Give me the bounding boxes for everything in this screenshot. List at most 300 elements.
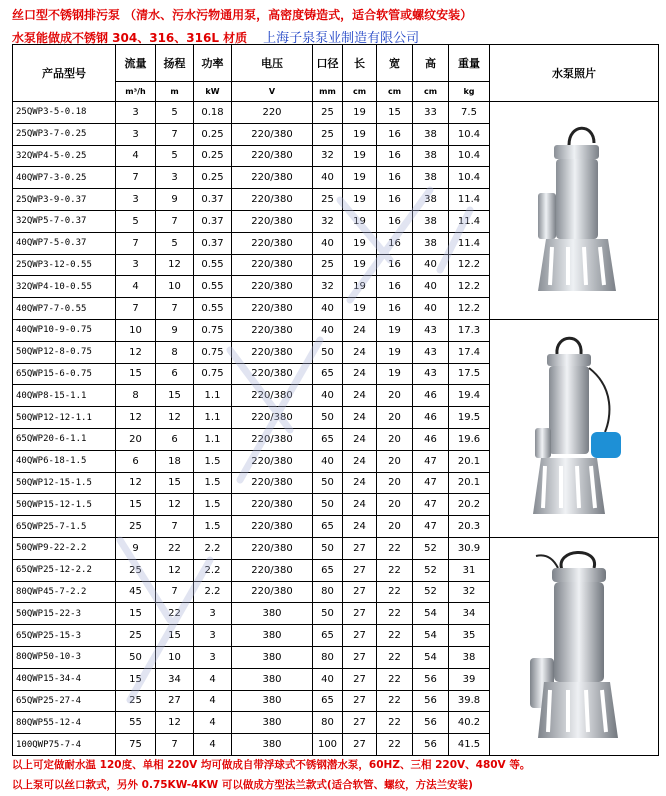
col-height: 高 — [413, 45, 449, 82]
cell-height: 47 — [413, 472, 449, 494]
cell-length: 27 — [343, 668, 377, 690]
cell-flow: 25 — [116, 516, 156, 538]
cell-width: 22 — [377, 712, 413, 734]
cell-weight: 34 — [449, 603, 490, 625]
cell-length: 27 — [343, 712, 377, 734]
cell-width: 16 — [377, 189, 413, 211]
cell-weight: 11.4 — [449, 189, 490, 211]
cell-flow: 15 — [116, 668, 156, 690]
cell-flow: 50 — [116, 646, 156, 668]
cell-voltage: 220/380 — [232, 363, 313, 385]
cell-width: 22 — [377, 668, 413, 690]
cell-height: 54 — [413, 646, 449, 668]
cell-caliber: 25 — [313, 254, 343, 276]
cell-length: 24 — [343, 319, 377, 341]
cell-head: 12 — [156, 254, 194, 276]
cell-head: 22 — [156, 603, 194, 625]
cell-voltage: 220/380 — [232, 450, 313, 472]
cell-voltage: 220/380 — [232, 559, 313, 581]
cell-caliber: 40 — [313, 385, 343, 407]
cell-flow: 8 — [116, 385, 156, 407]
cell-model: 65QWP25-7-1.5 — [13, 516, 116, 538]
cell-head: 7 — [156, 298, 194, 320]
pump-photo-cell — [490, 102, 659, 320]
cell-flow: 20 — [116, 428, 156, 450]
unit-width: cm — [377, 82, 413, 102]
cell-width: 22 — [377, 646, 413, 668]
cell-length: 19 — [343, 123, 377, 145]
cell-power: 0.25 — [194, 123, 232, 145]
cell-head: 12 — [156, 494, 194, 516]
cell-width: 16 — [377, 298, 413, 320]
col-length: 长 — [343, 45, 377, 82]
cell-height: 56 — [413, 734, 449, 756]
cell-power: 0.18 — [194, 102, 232, 124]
unit-height: cm — [413, 82, 449, 102]
cell-head: 6 — [156, 428, 194, 450]
cell-weight: 10.4 — [449, 123, 490, 145]
cell-height: 38 — [413, 210, 449, 232]
cell-length: 19 — [343, 298, 377, 320]
cell-voltage: 220/380 — [232, 123, 313, 145]
cell-height: 38 — [413, 145, 449, 167]
cell-head: 18 — [156, 450, 194, 472]
cell-head: 27 — [156, 690, 194, 712]
cell-width: 20 — [377, 385, 413, 407]
table-row — [13, 537, 659, 559]
cell-height: 43 — [413, 319, 449, 341]
col-flow: 流量 — [116, 45, 156, 82]
cell-caliber: 50 — [313, 494, 343, 516]
cell-width: 16 — [377, 254, 413, 276]
cell-length: 19 — [343, 145, 377, 167]
cell-head: 3 — [156, 167, 194, 189]
cell-voltage: 380 — [232, 712, 313, 734]
cell-power: 4 — [194, 712, 232, 734]
cell-power: 0.55 — [194, 298, 232, 320]
cell-length: 24 — [343, 407, 377, 429]
cell-power: 0.37 — [194, 232, 232, 254]
cell-height: 40 — [413, 254, 449, 276]
cell-height: 52 — [413, 559, 449, 581]
cell-height: 56 — [413, 668, 449, 690]
cell-model: 50QWP9-22-2.2 — [13, 537, 116, 559]
cell-weight: 19.4 — [449, 385, 490, 407]
cell-width: 16 — [377, 276, 413, 298]
unit-weight: kg — [449, 82, 490, 102]
cell-width: 20 — [377, 516, 413, 538]
cell-head: 10 — [156, 276, 194, 298]
cell-flow: 15 — [116, 603, 156, 625]
cell-power: 0.75 — [194, 341, 232, 363]
cell-caliber: 65 — [313, 516, 343, 538]
cell-voltage: 220/380 — [232, 189, 313, 211]
cell-weight: 19.5 — [449, 407, 490, 429]
cell-voltage: 220/380 — [232, 581, 313, 603]
cell-caliber: 32 — [313, 210, 343, 232]
cell-voltage: 220/380 — [232, 341, 313, 363]
cell-weight: 17.4 — [449, 341, 490, 363]
cell-length: 24 — [343, 385, 377, 407]
cell-voltage: 220/380 — [232, 385, 313, 407]
cell-width: 16 — [377, 123, 413, 145]
cell-length: 24 — [343, 428, 377, 450]
cell-voltage: 220/380 — [232, 428, 313, 450]
cell-model: 40QWP7-7-0.55 — [13, 298, 116, 320]
unit-voltage: V — [232, 82, 313, 102]
cell-height: 38 — [413, 232, 449, 254]
cell-weight: 31 — [449, 559, 490, 581]
cell-height: 54 — [413, 603, 449, 625]
cell-model: 25QWP3-7-0.25 — [13, 123, 116, 145]
cell-height: 47 — [413, 494, 449, 516]
cell-model: 32QWP4-10-0.55 — [13, 276, 116, 298]
unit-length: cm — [343, 82, 377, 102]
cell-caliber: 40 — [313, 167, 343, 189]
cell-caliber: 25 — [313, 189, 343, 211]
cell-power: 0.75 — [194, 319, 232, 341]
cell-length: 27 — [343, 559, 377, 581]
cell-model: 65QWP15-6-0.75 — [13, 363, 116, 385]
cell-height: 40 — [413, 276, 449, 298]
cell-width: 19 — [377, 363, 413, 385]
cell-weight: 12.2 — [449, 298, 490, 320]
large-steel-pump-icon — [514, 546, 634, 746]
cell-voltage: 220/380 — [232, 407, 313, 429]
cell-weight: 35 — [449, 625, 490, 647]
cell-caliber: 40 — [313, 319, 343, 341]
cell-flow: 75 — [116, 734, 156, 756]
col-model: 产品型号 — [13, 45, 116, 102]
cell-width: 16 — [377, 145, 413, 167]
cell-caliber: 50 — [313, 472, 343, 494]
cell-head: 22 — [156, 537, 194, 559]
cell-power: 1.1 — [194, 407, 232, 429]
cell-model: 25QWP3-12-0.55 — [13, 254, 116, 276]
cell-caliber: 65 — [313, 625, 343, 647]
cell-flow: 10 — [116, 319, 156, 341]
cell-caliber: 25 — [313, 102, 343, 124]
cell-weight: 20.1 — [449, 472, 490, 494]
cell-model: 65QWP20-6-1.1 — [13, 428, 116, 450]
cell-voltage: 220/380 — [232, 537, 313, 559]
cell-caliber: 40 — [313, 450, 343, 472]
cell-height: 38 — [413, 123, 449, 145]
cell-length: 24 — [343, 450, 377, 472]
cell-flow: 12 — [116, 407, 156, 429]
cell-height: 56 — [413, 690, 449, 712]
unit-caliber: mm — [313, 82, 343, 102]
cell-width: 19 — [377, 319, 413, 341]
cell-model: 40QWP7-5-0.37 — [13, 232, 116, 254]
cell-height: 43 — [413, 341, 449, 363]
cell-height: 56 — [413, 712, 449, 734]
cell-caliber: 32 — [313, 145, 343, 167]
cell-length: 27 — [343, 581, 377, 603]
cell-width: 22 — [377, 559, 413, 581]
cell-model: 25QWP3-9-0.37 — [13, 189, 116, 211]
cell-width: 22 — [377, 734, 413, 756]
cell-head: 15 — [156, 625, 194, 647]
cell-length: 27 — [343, 537, 377, 559]
cell-weight: 19.6 — [449, 428, 490, 450]
cell-power: 0.37 — [194, 210, 232, 232]
cell-length: 27 — [343, 625, 377, 647]
cell-model: 50QWP12-12-1.1 — [13, 407, 116, 429]
cell-head: 5 — [156, 145, 194, 167]
cell-caliber: 32 — [313, 276, 343, 298]
cell-caliber: 65 — [313, 559, 343, 581]
cell-flow: 25 — [116, 625, 156, 647]
cell-power: 0.55 — [194, 276, 232, 298]
pump-photo-cell — [490, 537, 659, 755]
cell-flow: 12 — [116, 341, 156, 363]
cell-flow: 9 — [116, 537, 156, 559]
cell-head: 9 — [156, 319, 194, 341]
cell-model: 40QWP10-9-0.75 — [13, 319, 116, 341]
cell-length: 24 — [343, 494, 377, 516]
cell-model: 80QWP50-10-3 — [13, 646, 116, 668]
cell-caliber: 65 — [313, 363, 343, 385]
col-weight: 重量 — [449, 45, 490, 82]
cell-weight: 17.5 — [449, 363, 490, 385]
cell-model: 40QWP8-15-1.1 — [13, 385, 116, 407]
cell-flow: 7 — [116, 167, 156, 189]
cell-weight: 20.2 — [449, 494, 490, 516]
cell-voltage: 220/380 — [232, 167, 313, 189]
cell-width: 16 — [377, 232, 413, 254]
cell-flow: 6 — [116, 450, 156, 472]
unit-flow: m³/h — [116, 82, 156, 102]
cell-width: 20 — [377, 494, 413, 516]
cell-weight: 39 — [449, 668, 490, 690]
cell-width: 22 — [377, 603, 413, 625]
cell-caliber: 65 — [313, 428, 343, 450]
cell-length: 24 — [343, 341, 377, 363]
cell-head: 5 — [156, 102, 194, 124]
cell-caliber: 50 — [313, 407, 343, 429]
cell-head: 8 — [156, 341, 194, 363]
cell-voltage: 220/380 — [232, 472, 313, 494]
cell-height: 43 — [413, 363, 449, 385]
footer-note-1: 以上可定做耐水温 120度、单相 220V 均可做成自带浮球式不锈钢潜水泵，60HZ、三相 220V、480V 等。 — [12, 759, 531, 771]
cell-voltage: 220/380 — [232, 276, 313, 298]
cell-width: 22 — [377, 537, 413, 559]
cell-power: 0.75 — [194, 363, 232, 385]
cell-weight: 11.4 — [449, 232, 490, 254]
cell-caliber: 80 — [313, 581, 343, 603]
cell-model: 50QWP15-12-1.5 — [13, 494, 116, 516]
float-switch-pump-icon — [519, 328, 629, 528]
cell-voltage: 220/380 — [232, 210, 313, 232]
cell-length: 19 — [343, 232, 377, 254]
cell-weight: 20.1 — [449, 450, 490, 472]
cell-voltage: 220/380 — [232, 145, 313, 167]
cell-caliber: 25 — [313, 123, 343, 145]
cell-head: 12 — [156, 407, 194, 429]
pump-photo-cell — [490, 319, 659, 537]
cell-voltage: 220/380 — [232, 319, 313, 341]
cell-height: 40 — [413, 298, 449, 320]
cell-height: 52 — [413, 581, 449, 603]
cell-height: 38 — [413, 189, 449, 211]
cell-length: 27 — [343, 646, 377, 668]
cell-flow: 3 — [116, 254, 156, 276]
cell-height: 54 — [413, 625, 449, 647]
unit-power: kW — [194, 82, 232, 102]
cell-length: 19 — [343, 276, 377, 298]
cell-weight: 17.3 — [449, 319, 490, 341]
cell-model: 50QWP12-15-1.5 — [13, 472, 116, 494]
cell-flow: 55 — [116, 712, 156, 734]
cell-length: 19 — [343, 167, 377, 189]
cell-model: 80QWP55-12-4 — [13, 712, 116, 734]
cell-voltage: 380 — [232, 734, 313, 756]
cell-width: 15 — [377, 102, 413, 124]
cell-voltage: 220 — [232, 102, 313, 124]
cell-length: 27 — [343, 603, 377, 625]
cell-flow: 45 — [116, 581, 156, 603]
cell-flow: 4 — [116, 145, 156, 167]
footer-note-2: 以上泵可以丝口款式，另外 0.75KW-4KW 可以做成方型法兰款式(适合软管、螺纹，方法兰安装) — [12, 779, 473, 791]
cell-flow: 25 — [116, 559, 156, 581]
cell-flow: 15 — [116, 363, 156, 385]
cell-caliber: 40 — [313, 298, 343, 320]
cell-power: 0.25 — [194, 167, 232, 189]
cell-power: 2.2 — [194, 559, 232, 581]
cell-power: 1.5 — [194, 472, 232, 494]
cell-height: 47 — [413, 450, 449, 472]
cell-power: 1.1 — [194, 385, 232, 407]
cell-caliber: 40 — [313, 668, 343, 690]
cell-voltage: 220/380 — [232, 516, 313, 538]
cell-head: 7 — [156, 734, 194, 756]
cell-flow: 4 — [116, 276, 156, 298]
spec-table — [12, 44, 659, 756]
cell-head: 9 — [156, 189, 194, 211]
cell-model: 32QWP5-7-0.37 — [13, 210, 116, 232]
cell-flow: 25 — [116, 690, 156, 712]
cell-model: 65QWP25-15-3 — [13, 625, 116, 647]
small-steel-pump-icon — [524, 115, 624, 305]
cell-model: 25QWP3-5-0.18 — [13, 102, 116, 124]
cell-voltage: 220/380 — [232, 254, 313, 276]
cell-head: 15 — [156, 472, 194, 494]
cell-model: 40QWP7-3-0.25 — [13, 167, 116, 189]
table-row — [13, 102, 659, 124]
cell-head: 12 — [156, 559, 194, 581]
cell-head: 7 — [156, 123, 194, 145]
cell-weight: 7.5 — [449, 102, 490, 124]
cell-height: 38 — [413, 167, 449, 189]
cell-model: 50QWP15-22-3 — [13, 603, 116, 625]
cell-length: 27 — [343, 734, 377, 756]
cell-voltage: 220/380 — [232, 298, 313, 320]
cell-power: 1.5 — [194, 450, 232, 472]
cell-power: 2.2 — [194, 581, 232, 603]
cell-weight: 40.2 — [449, 712, 490, 734]
cell-model: 80QWP45-7-2.2 — [13, 581, 116, 603]
spec-body — [13, 102, 659, 756]
cell-caliber: 80 — [313, 712, 343, 734]
cell-flow: 3 — [116, 102, 156, 124]
cell-weight: 11.4 — [449, 210, 490, 232]
cell-length: 24 — [343, 363, 377, 385]
col-caliber: 口径 — [313, 45, 343, 82]
table-row — [13, 319, 659, 341]
col-photo: 水泵照片 — [490, 45, 659, 102]
cell-model: 40QWP15-34-4 — [13, 668, 116, 690]
cell-length: 24 — [343, 472, 377, 494]
cell-voltage: 380 — [232, 668, 313, 690]
cell-model: 50QWP12-8-0.75 — [13, 341, 116, 363]
cell-width: 16 — [377, 210, 413, 232]
cell-weight: 10.4 — [449, 167, 490, 189]
cell-head: 7 — [156, 516, 194, 538]
cell-height: 33 — [413, 102, 449, 124]
cell-voltage: 380 — [232, 625, 313, 647]
cell-flow: 12 — [116, 472, 156, 494]
cell-length: 19 — [343, 102, 377, 124]
cell-power: 4 — [194, 734, 232, 756]
material-note: 水泵能做成不锈钢 304、316、316L 材质 — [12, 31, 248, 45]
cell-width: 20 — [377, 428, 413, 450]
header-title-line: 丝口型不锈钢排污泵 （清水、污水污物通用泵，高密度铸造式，适合软管或螺纹安装） — [12, 8, 473, 22]
cell-weight: 10.4 — [449, 145, 490, 167]
cell-head: 12 — [156, 712, 194, 734]
cell-length: 24 — [343, 516, 377, 538]
cell-width: 16 — [377, 167, 413, 189]
cell-width: 20 — [377, 450, 413, 472]
cell-caliber: 40 — [313, 232, 343, 254]
cell-height: 46 — [413, 407, 449, 429]
cell-head: 7 — [156, 210, 194, 232]
cell-flow: 5 — [116, 210, 156, 232]
cell-flow: 3 — [116, 189, 156, 211]
unit-head: m — [156, 82, 194, 102]
cell-width: 22 — [377, 690, 413, 712]
cell-caliber: 50 — [313, 341, 343, 363]
cell-voltage: 220/380 — [232, 232, 313, 254]
cell-model: 65QWP25-12-2.2 — [13, 559, 116, 581]
col-power: 功率 — [194, 45, 232, 82]
cell-head: 34 — [156, 668, 194, 690]
cell-power: 1.5 — [194, 494, 232, 516]
col-head: 扬程 — [156, 45, 194, 82]
cell-model: 100QWP75-7-4 — [13, 734, 116, 756]
cell-power: 3 — [194, 603, 232, 625]
cell-model: 40QWP6-18-1.5 — [13, 450, 116, 472]
cell-voltage: 380 — [232, 603, 313, 625]
cell-length: 19 — [343, 210, 377, 232]
cell-head: 15 — [156, 385, 194, 407]
cell-height: 52 — [413, 537, 449, 559]
cell-head: 6 — [156, 363, 194, 385]
cell-caliber: 50 — [313, 603, 343, 625]
cell-model: 32QWP4-5-0.25 — [13, 145, 116, 167]
col-width: 宽 — [377, 45, 413, 82]
cell-width: 22 — [377, 625, 413, 647]
cell-width: 19 — [377, 341, 413, 363]
cell-weight: 32 — [449, 581, 490, 603]
col-voltage: 电压 — [232, 45, 313, 82]
cell-power: 4 — [194, 668, 232, 690]
cell-caliber: 50 — [313, 537, 343, 559]
cell-flow: 3 — [116, 123, 156, 145]
cell-power: 4 — [194, 690, 232, 712]
cell-weight: 38 — [449, 646, 490, 668]
cell-head: 5 — [156, 232, 194, 254]
